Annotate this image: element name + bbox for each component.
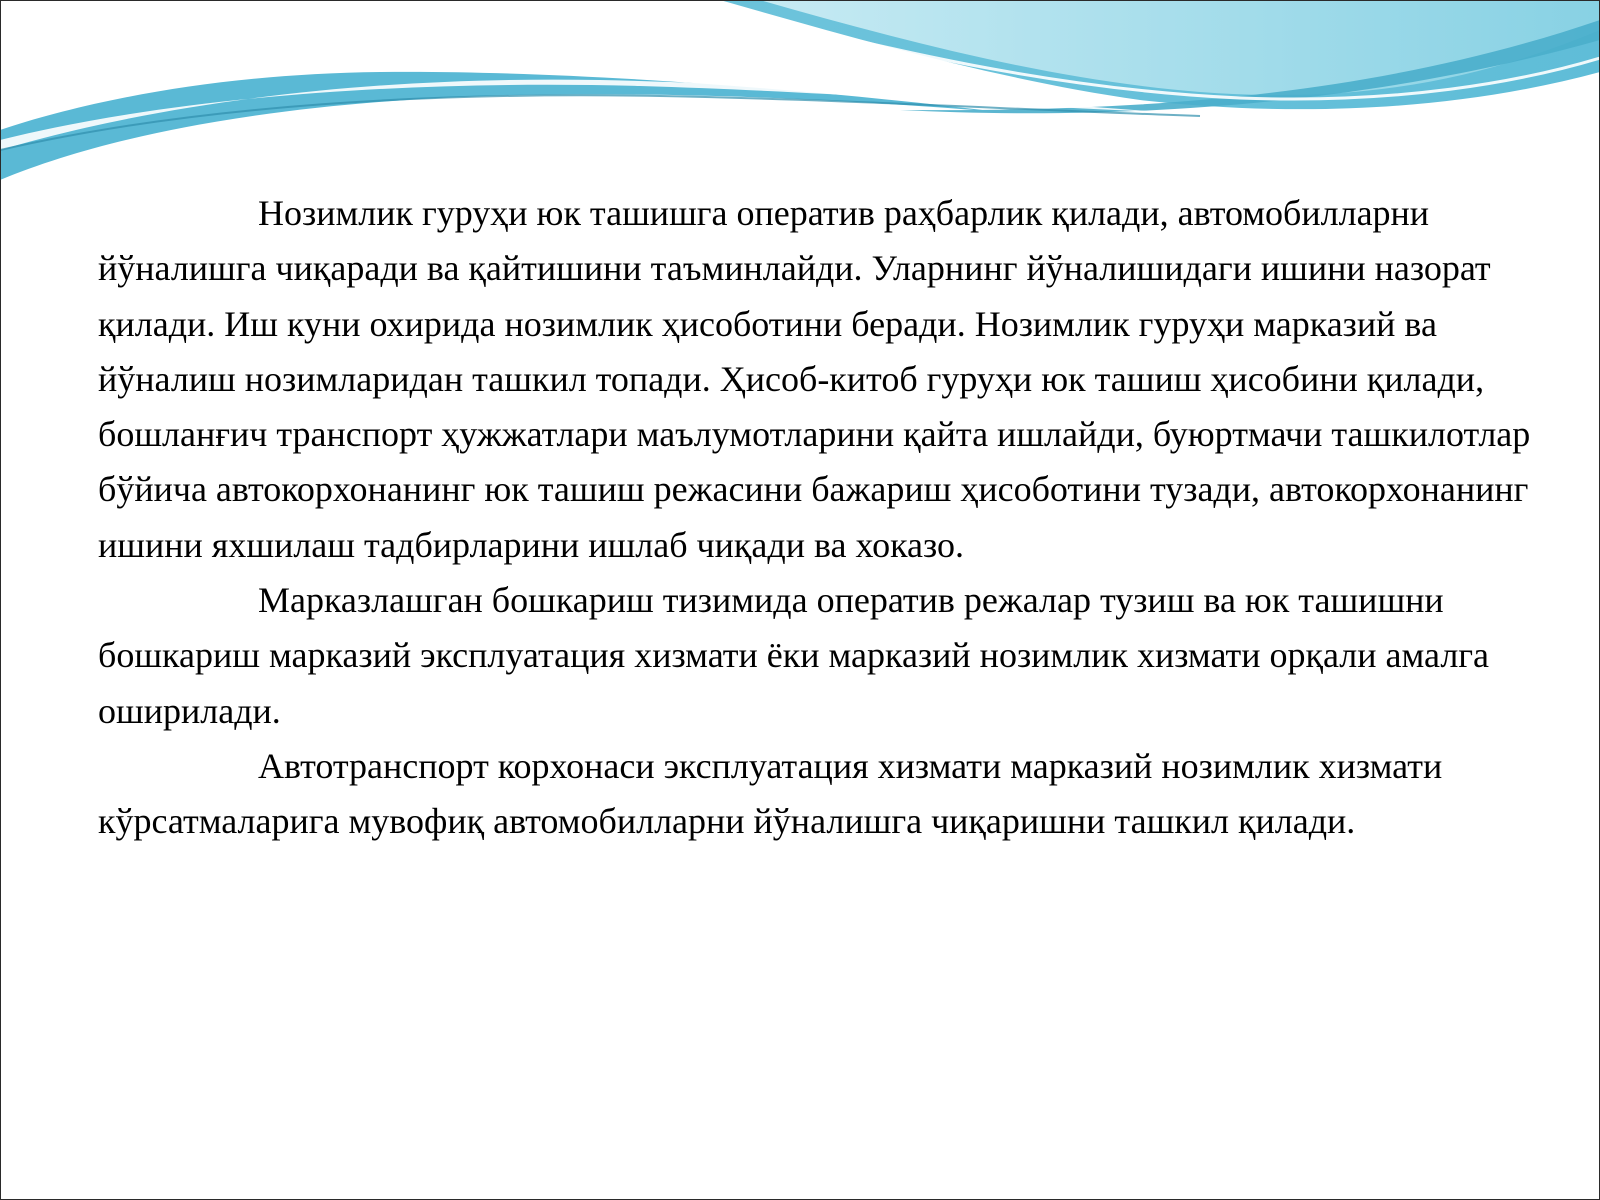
paragraph-3: Автотранспорт корхонаси эксплуатация хизмати марказий нозимлик хизмати кўрсатмаларига мувофиқ автомобилларни йўналишга чиқаришни ташкил қилади.	[98, 745, 1443, 842]
paragraph-1: Нозимлик гуруҳи юк ташишга оператив раҳбарлик қилади, автомобилларни йўналишга чиқаради ва қайтишини таъминлайди. Уларнинг йўналишидаги ишини назорат қилади. Иш куни охирида нозимлик ҳисоботини беради. Нозимлик гуруҳи марказий ва йўналиш нозимларидан ташкил топади. Ҳисоб-китоб гуруҳи юк ташиш ҳисобини қилади, бошланғич транспорт ҳужжатлари маълумотларини қайта ишлайди, буюртмачи ташкилотлар бўйича автокорхонанинг юк ташиш режасини бажариш ҳисоботини тузади, автокорхонанинг ишини яхшилаш тадбирларини ишлаб чиқади ва хоказо.	[98, 193, 1531, 565]
slide-body-text	[98, 186, 1538, 850]
wave-header-decoration	[0, 0, 1600, 200]
paragraph-2: Марказлашган бошкариш тизимида оператив режалар тузиш ва юк ташишни бошкариш марказий эксплуатация хизмати ёки марказий нозимлик хизмати орқали амалга оширилади.	[98, 580, 1490, 731]
